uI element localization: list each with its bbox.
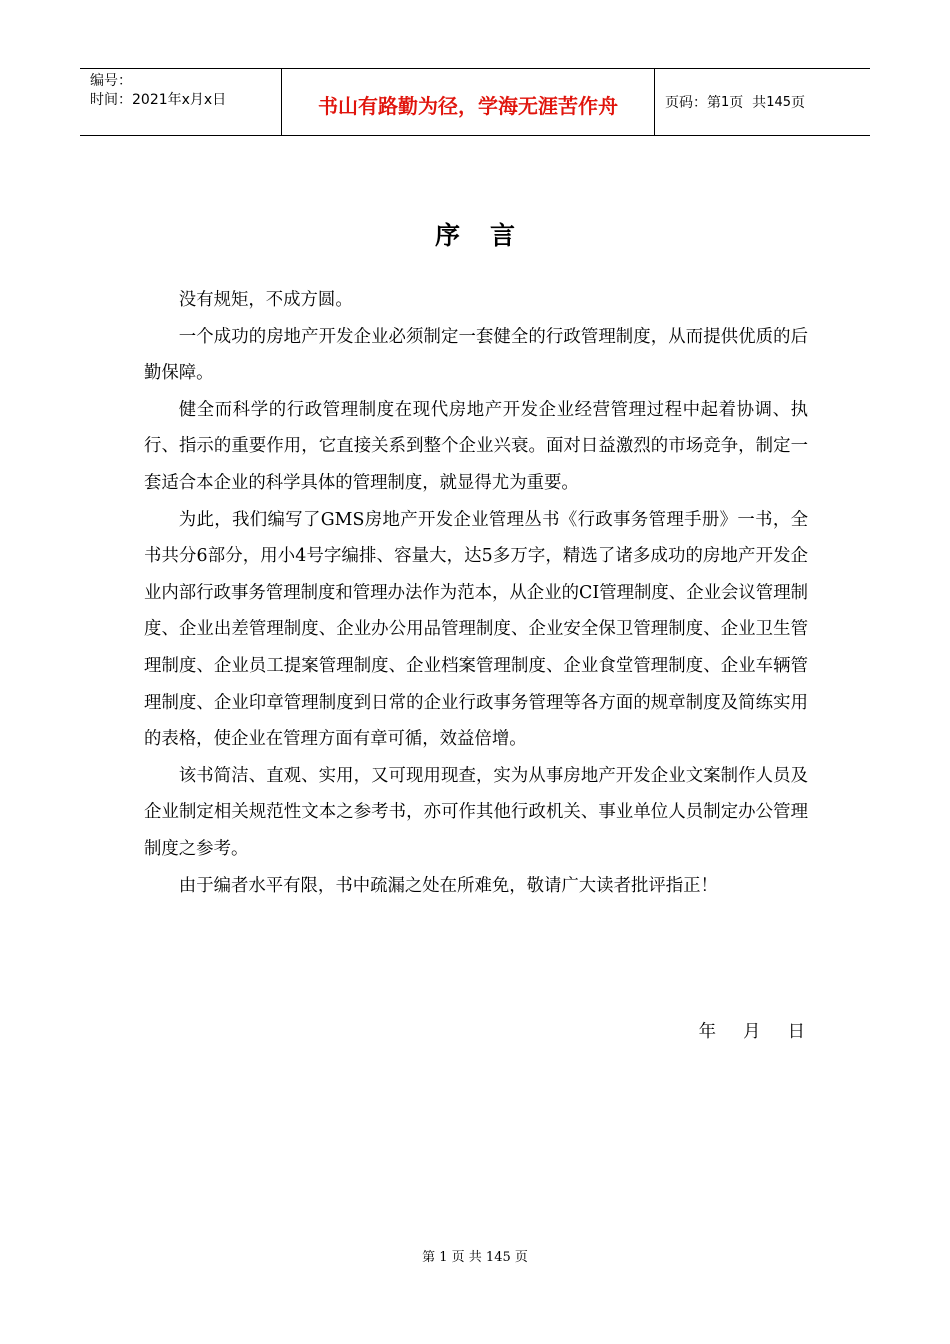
time-label: 时间：2021年x月x日 bbox=[90, 92, 227, 108]
paragraph: 由于编者水平有限，书中疏漏之处在所难免，敬请广大读者批评指正！ bbox=[178, 875, 718, 896]
paragraph: 该书简洁、直观、实用，又可现用现查，实为从事房地产开发企业文案制作人员及企业制定相关规范性文本之参考书，亦可作其他行政机关、事业单位人员制定办公管理制度之参考。 bbox=[144, 765, 808, 859]
page-title: 序言 bbox=[434, 221, 545, 250]
document-header bbox=[80, 68, 870, 136]
serial-number-label: 编号： bbox=[90, 73, 132, 89]
header-motto-cell bbox=[282, 69, 655, 135]
page-suffix: 页 bbox=[791, 95, 806, 111]
header-motto: 书山有路勤为径，学海无涯苦作舟 bbox=[318, 93, 618, 118]
page-prefix: 页码：第 bbox=[665, 95, 721, 111]
preface-body bbox=[144, 282, 808, 904]
page-total: 145 bbox=[766, 94, 792, 110]
page-footer: 第 1 页 共 145 页 bbox=[422, 1250, 528, 1265]
header-meta-cell bbox=[80, 69, 282, 135]
paragraph: 没有规矩，不成方圆。 bbox=[178, 290, 353, 310]
header-page-cell bbox=[655, 69, 870, 135]
paragraph: 健全而科学的行政管理制度在现代房地产开发企业经营管理过程中起着协调、执行、指示的重要作用，它直接关系到整个企业兴衰。面对日益激烈的市场竞争，制定一套适合本企业的科学具体的管理制度，就显得尤为重要。 bbox=[144, 399, 808, 493]
page-mid: 页 共 bbox=[729, 95, 767, 111]
paragraph: 一个成功的房地产开发企业必须制定一套健全的行政管理制度，从而提供优质的后勤保障。 bbox=[144, 326, 808, 384]
date-line: 年 月 日 bbox=[698, 1022, 806, 1042]
paragraph: 为此，我们编写了GMS房地产开发企业管理丛书《行政事务管理手册》一书，全书共分6部分，用小4号字编排、容量大，达5多万字，精选了诸多成功的房地产开发企业内部行政事务管理制度和管理办法作为范本，从企业的CI管理制度、企业会议管理制度、企业出差管理制度、企业办公用品管理制度、企业安全保卫管理制度、企业卫生管理制度、企业员工提案管理制度、企业档案管理制度、企业食堂管理制度、企业车辆管理制度、企业印章管理制度到日常的企业行政事务管理等各方面的规章制度及简练实用的表格，使企业在管理方面有章可循，效益倍增。 bbox=[144, 509, 808, 750]
page-current: 1 bbox=[721, 94, 730, 110]
